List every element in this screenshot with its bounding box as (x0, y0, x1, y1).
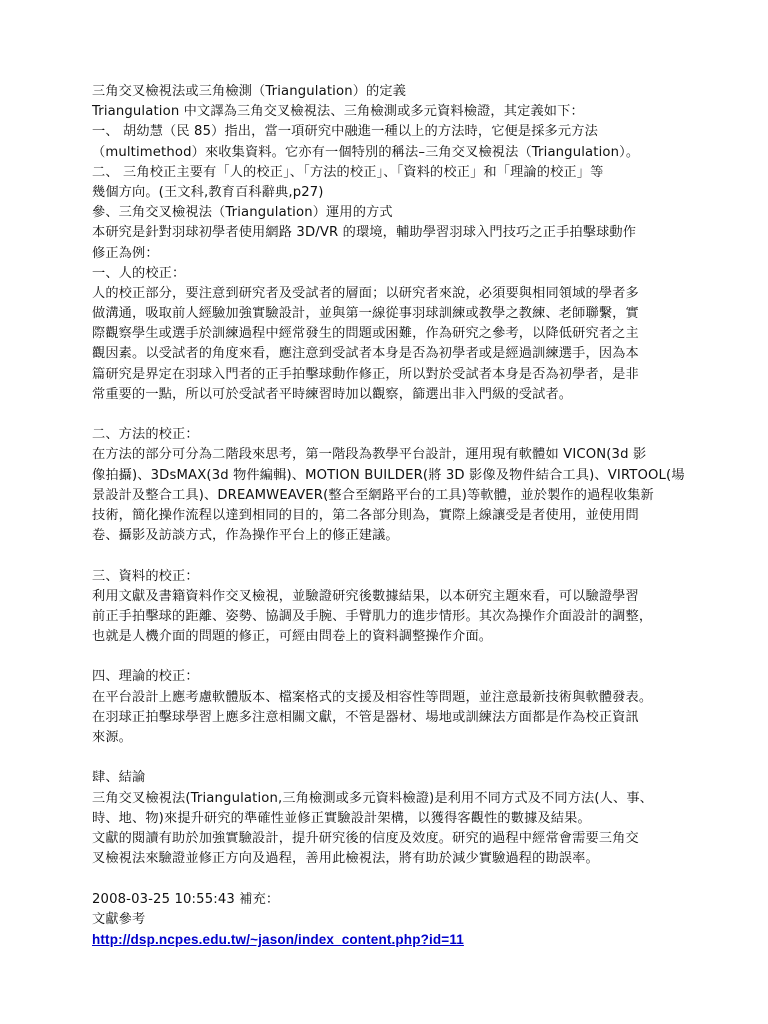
text-line: 在羽球正拍擊球學習上應多注意相關文獻，不管是器材、場地或訓練法方面都是作為校正資訊 (92, 709, 639, 725)
text-line: 前正手拍擊球的距離、姿勢、協調及手腕、手臂肌力的進步情形。其次為操作介面設計的調整， (92, 608, 653, 624)
text-line: 際觀察學生或選手於訓練過程中經常發生的問題或困難，作為研究之參考，以降低研究者之主 (92, 326, 639, 342)
text-line: （multimethod）來收集資料。它亦有一個特別的稱法–三角交叉檢視法（Triangulation）。 (92, 144, 640, 160)
text-line: 做溝通，吸取前人經驗加強實驗設計，並與第一線從事羽球訓練或教學之教練、老師聯繫，實 (92, 306, 639, 322)
text-line: 利用文獻及書籍資料作交叉檢視，並驗證研究後數據結果，以本研究主題來看，可以驗證學習 (92, 588, 639, 604)
text-line: 修正為例： (92, 245, 159, 261)
references-label: 文獻參考 (92, 911, 146, 927)
text-line: 本研究是針對羽球初學者使用網路 3D/VR 的環境，輔助學習羽球入門技巧之正手拍擊球動作 (92, 225, 637, 241)
section-heading-usage: 參、三角交叉檢視法（Triangulation）運用的方式 (92, 205, 393, 221)
text-line: 觀因素。以受試者的角度來看，應注意到受試者本身是否為初學者或是經過訓練選手，因為本 (92, 346, 639, 362)
text-line: 一、 胡幼慧（民 85）指出，當一項研究中融進一種以上的方法時，它便是採多元方法 (92, 124, 598, 140)
text-line: 景設計及整合工具)、DREAMWEAVER(整合至網路平台的工具)等軟體，並於製作的過程收集新 (92, 487, 654, 503)
blank-line (92, 869, 692, 889)
blank-line (92, 546, 692, 566)
text-line: 技術，簡化操作流程以達到相同的目的，第二各部分則為，實際上線讓受是者使用，並使用問 (92, 507, 639, 523)
text-line: 來源。 (92, 730, 133, 745)
text-line: 叉檢視法來驗證並修正方向及過程，善用此檢視法，將有助於減少實驗過程的勘誤率。 (92, 851, 599, 867)
text-line: 二、 三角校正主要有「人的校正」、「方法的校正」、「資料的校正」和「理論的校正」等 (92, 164, 604, 180)
text-line: 篇研究是界定在羽球入門者的正手拍擊球動作修正，所以對於受試者本身是否為初學者，是非 (92, 366, 639, 382)
text-line: Triangulation 中文譯為三角交叉檢視法、三角檢測或多元資料檢證，其定義如下： (92, 104, 584, 120)
text-line: 幾個方向。(王文科,教育百科辭典,p27) (92, 184, 324, 200)
text-line: 卷、攝影及訪談方式，作為操作平台上的修正建議。 (92, 528, 399, 544)
text-line: 三角交叉檢視法(Triangulation,三角檢測或多元資料檢證)是利用不同方式及不同方法(人、事、 (92, 790, 654, 806)
document-body (92, 82, 692, 950)
text-line: 文獻的閱讀有助於加強實驗設計，提升研究後的信度及效度。研究的過程中經常會需要三角交 (92, 830, 639, 846)
section-heading-theory: 四、理論的校正： (92, 669, 199, 685)
blank-line (92, 748, 692, 768)
blank-line (92, 405, 692, 425)
text-line: 在方法的部分可分為二階段來思考，第一階段為教學平台設計，運用現有軟體如 VICON(3d 影 (92, 447, 647, 463)
heading-triangulation-definition: 三角交叉檢視法或三角檢測（Triangulation）的定義 (92, 84, 407, 99)
text-line: 也就是人機介面的問題的修正，可經由問卷上的資料調整操作介面。 (92, 629, 493, 645)
text-line: 在平台設計上應考慮軟體版本、檔案格式的支援及相容性等問題，並注意最新技術與軟體發表。 (92, 689, 653, 705)
section-heading-person: 一、人的校正： (92, 265, 186, 281)
blank-line (92, 647, 692, 667)
text-line: 像拍攝)、3DsMAX(3d 物件編輯)、MOTION BUILDER(將 3D 影像及物件結合工具)、VIRTOOL(場 (92, 467, 685, 483)
reference-link[interactable]: http://dsp.ncpes.edu.tw/~jason/index_content.php?id=11 (92, 931, 464, 947)
section-heading-method: 二、方法的校正： (92, 427, 199, 443)
text-line: 時、地、物)來提升研究的準確性並修正實驗設計架構，以獲得客觀性的數據及結果。 (92, 810, 591, 826)
section-heading-data: 三、資料的校正： (92, 568, 199, 584)
supplement-timestamp: 2008-03-25 10:55:43 補充： (92, 891, 280, 907)
text-line: 常重要的一點，所以可於受試者平時練習時加以觀察，篩選出非入門級的受試者。 (92, 386, 573, 402)
section-heading-conclusion: 肆、結論 (92, 770, 146, 786)
text-line: 人的校正部分，要注意到研究者及受試者的層面；以研究者來說，必須要與相同領域的學者多 (92, 285, 639, 301)
